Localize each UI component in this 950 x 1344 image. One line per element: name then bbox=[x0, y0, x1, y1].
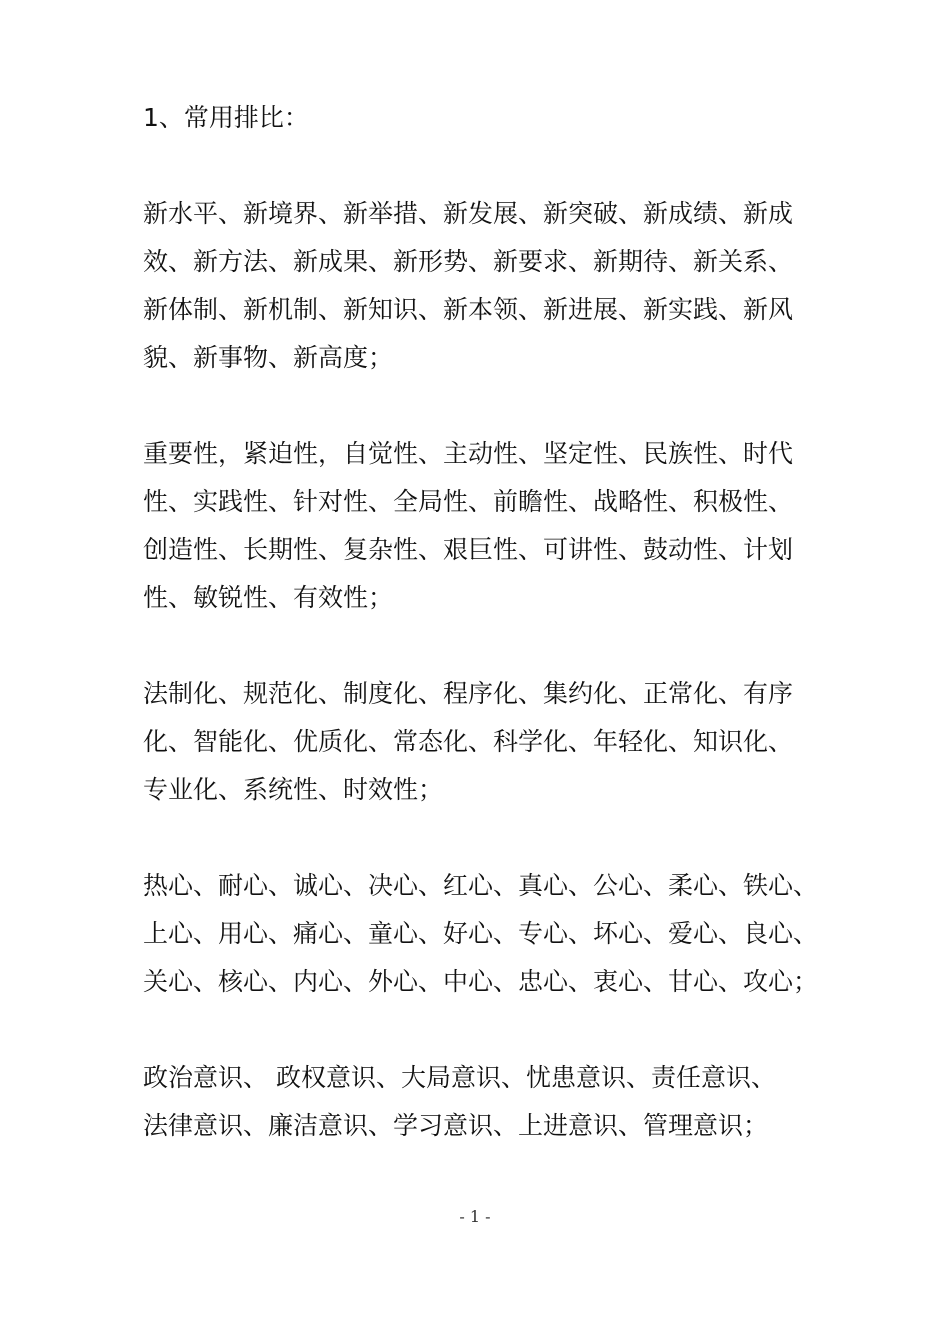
paragraph-line: 新体制、新机制、新知识、新本领、新进展、新实践、新风 bbox=[143, 295, 794, 324]
paragraph-line: 法制化、规范化、制度化、程序化、集约化、正常化、有序 bbox=[143, 679, 794, 708]
document-body bbox=[143, 94, 833, 1198]
paragraph-line: 化、智能化、优质化、常态化、科学化、年轻化、知识化、 bbox=[143, 727, 794, 756]
paragraph-new-items bbox=[143, 190, 833, 382]
paragraph-nature-items bbox=[143, 430, 833, 622]
paragraph-line: 专业化、系统性、时效性； bbox=[143, 775, 444, 804]
page-number: - 1 - bbox=[459, 1207, 491, 1226]
paragraph-line: 新水平、新境界、新举措、新发展、新突破、新成绩、新成 bbox=[143, 199, 794, 228]
paragraph-line: 上心、用心、痛心、童心、好心、专心、坏心、爱心、良心、 bbox=[143, 919, 819, 948]
paragraph-line: 性、实践性、针对性、全局性、前瞻性、战略性、积极性、 bbox=[143, 487, 794, 516]
paragraph-line: 关心、核心、内心、外心、中心、忠心、衷心、甘心、攻心； bbox=[143, 967, 819, 996]
paragraph-line: 政治意识、 政权意识、大局意识、忧患意识、责任意识、 bbox=[143, 1063, 776, 1092]
section-heading: 1、常用排比： bbox=[143, 103, 309, 132]
paragraph-line: 法律意识、廉洁意识、学习意识、上进意识、管理意识； bbox=[143, 1111, 769, 1140]
paragraph-line: 效、新方法、新成果、新形势、新要求、新期待、新关系、 bbox=[143, 247, 794, 276]
paragraph-line: 创造性、长期性、复杂性、艰巨性、可讲性、鼓动性、计划 bbox=[143, 535, 794, 564]
paragraph-line: 重要性，紧迫性，自觉性、主动性、坚定性、民族性、时代 bbox=[143, 439, 794, 468]
paragraph-ization-items bbox=[143, 670, 833, 814]
paragraph-line: 热心、耐心、诚心、决心、红心、真心、公心、柔心、铁心、 bbox=[143, 871, 819, 900]
paragraph-heart-items bbox=[143, 862, 833, 1006]
paragraph-awareness-items bbox=[143, 1054, 833, 1150]
paragraph-line: 性、敏锐性、有效性； bbox=[143, 583, 394, 612]
paragraph-line: 貌、新事物、新高度； bbox=[143, 343, 394, 372]
